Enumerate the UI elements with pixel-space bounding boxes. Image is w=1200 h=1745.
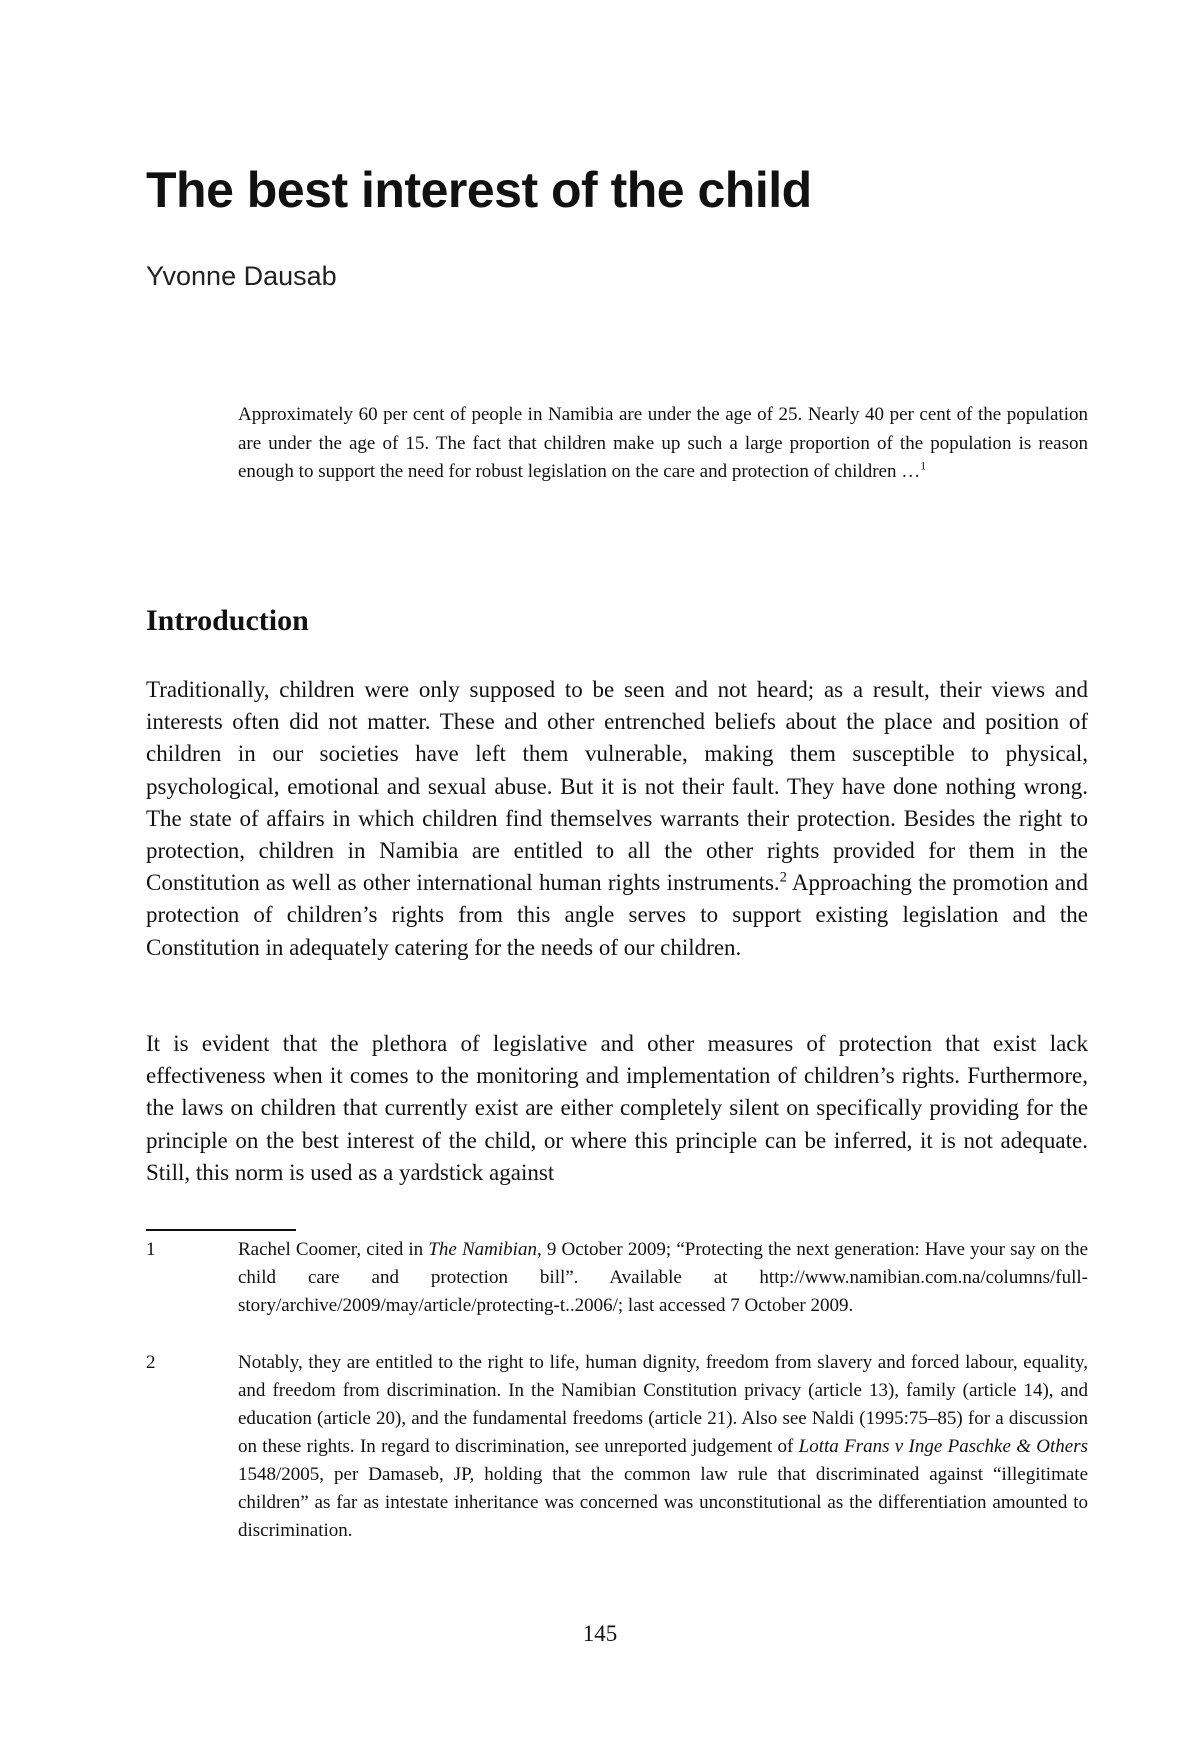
body-paragraph-2: It is evident that the plethora of legislative and other measures of protection that exist lack effectiveness when it comes to the monitoring and implementation of children’s rights. Furthermore, the laws on children that currently exist are either completely silent on specifically providing for the principle on the best interest of the child, or where this principle can be inferred, it is not adequate. Still, this norm is used as a yardstick against	[146, 1031, 1088, 1185]
author-name: Yvonne Dausab	[146, 261, 337, 291]
chapter-title: The best interest of the child	[146, 162, 812, 218]
footnote-ref-1[interactable]: 1	[920, 459, 927, 473]
paragraph-1-part-1: Traditionally, children were only supposed to be seen and not heard; as a result, their views and interests often did not matter. These and other entrenched beliefs about the place and position of children in our societies have left them vulnerable, making them susceptible to physical, psychological, emotional and sexual abuse. But it is not their fault. They have done nothing wrong. The state of affairs in which children find themselves warrants their protection. Besides the right to protection, children in Namibia are entitled to all the other rights provided for them in the Constitution as well as other international human rights instruments.	[146, 677, 1088, 896]
footnote-text-pre: Notably, they are entitled to the right to life, human dignity, freedom from slavery and forced labour, equality, and freedom from discrimination. In the Namibian Constitution privacy (article 13), family (article 14), and education (article 20), and the fundamental freedoms (article 21). Also see Naldi (1995:75–85) for a discussion on these rights. In regard to discrimination, see unreported judgement of	[238, 1352, 1088, 1457]
body-paragraph-1	[146, 674, 1088, 964]
section-heading: Introduction	[146, 604, 309, 637]
footnote-italic-case: Lotta Frans v Inge Paschke & Others	[798, 1436, 1088, 1457]
epigraph-text: Approximately 60 per cent of people in Namibia are under the age of 25. Nearly 40 per cent of the population are under the age of 15. The fact that children make up such a large proportion of the population is reason enough to support the need for robust legislation on the care and protection of children …	[238, 404, 1088, 482]
footnote-text-pre: Rachel Coomer, cited in	[238, 1239, 429, 1260]
footnote-2	[146, 1349, 1088, 1545]
footnote-number: 1	[146, 1239, 156, 1260]
footnote-separator	[146, 1229, 296, 1231]
footnote-1	[146, 1236, 1088, 1320]
footnote-text-post: 1548/2005, per Damaseb, JP, holding that the common law rule that discriminated against “illegitimate children” as far as intestate inheritance was concerned was unconstitutional as the differentiation amounted to discrimination.	[238, 1464, 1088, 1541]
paragraph-1-part-2: Approaching the promotion and protection of children’s rights from this angle serves to support existing legislation and the Constitution in adequately catering for the needs of our children.	[146, 870, 1088, 960]
footnote-ref-2[interactable]: 2	[779, 869, 787, 886]
epigraph-quote	[238, 401, 1088, 487]
footnote-text	[238, 1349, 1088, 1545]
footnote-text	[238, 1236, 1088, 1320]
footnote-number: 2	[146, 1352, 156, 1373]
footnote-text-post: , 9 October 2009; “Protecting the next generation: Have your say on the child care and protection bill”. Available at http://www.namibian.com.na/columns/full-story/archive/2009/may/article/protecting-t..2006/; last accessed 7 October 2009.	[238, 1239, 1089, 1316]
page-number: 145	[582, 1621, 618, 1646]
footnote-italic-title: The Namibian	[428, 1239, 537, 1260]
